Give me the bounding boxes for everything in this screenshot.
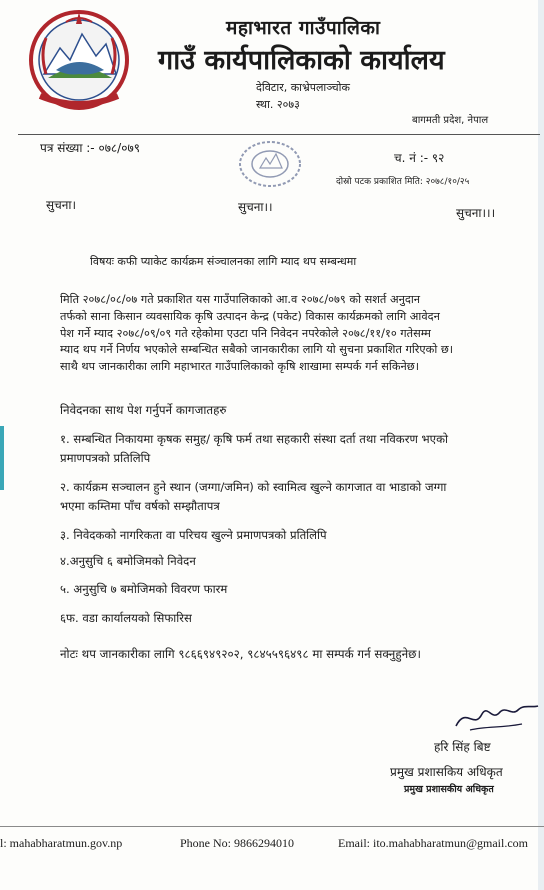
document-item (60, 609, 192, 628)
header-divider (18, 134, 540, 135)
municipality-name: महाभारत गाउँपालिका (226, 17, 381, 39)
document-item (60, 430, 448, 468)
nepal-emblem-icon (26, 4, 132, 112)
document-item-line: प्रमाणपत्रको प्रतिलिपि (60, 451, 151, 465)
signer-title: प्रमुख प्रशासकिय अधिकृत (390, 765, 503, 779)
document-item-line: ५. अनुसुचि ७ बमोजिमको विवरण फारम (60, 582, 228, 596)
signer-name: हरि सिंह बिष्ट (434, 740, 491, 754)
document-item-line: १. सम्बन्धित निकायमा कृषक समुह/ कृषि फर्म तथा सहकारी संस्था दर्ता तथा नविकरण भएको (60, 432, 448, 446)
office-seal-stamp-icon (232, 138, 308, 194)
publication-date: दोस्रो पटक प्रकाशित मिति: २०७८/१०/२५ (336, 177, 470, 187)
signer-stamp-title: प्रमुख प्रशासकीय अधिकृत (404, 784, 494, 795)
established-year: स्था. २०७३ (256, 98, 300, 111)
footer-divider (0, 826, 544, 827)
reference-number: पत्र संख्या :- ०७८/०७९ (40, 141, 140, 155)
document-item (60, 580, 227, 599)
binder-tab (0, 426, 4, 490)
notice-paragraph (60, 292, 534, 376)
document-item (60, 526, 327, 545)
province-label: बागमती प्रदेश, नेपाल (412, 115, 489, 126)
notice-heading-1: सुचना। (46, 198, 77, 212)
notice-heading-2: सुचना।। (238, 200, 273, 214)
subject-line: विषयः कफी प्याकेट कार्यक्रम संञ्चालनका लागि म्याद थप सम्बन्धमा (90, 255, 357, 268)
contact-note: नोटः थप जानकारीका लागि ९८६६९४९२०२, ९८४५५९६४९८ मा सम्पर्क गर्न सक्नुहुनेछ। (60, 647, 421, 661)
paragraph-line: साथै थप जानकारीका लागि महाभारत गाउँपालिकाको कृषि शाखामा सम्पर्क गर्न सकिनेछ। (60, 360, 420, 374)
document-item-line: ६फ. वडा कार्यालयको सिफारिस (60, 611, 192, 625)
document-item-line: ४.अनुसुचि ६ बमोजिमको निवेदन (60, 554, 196, 568)
notice-heading-3: सुचना।।। (456, 206, 496, 220)
document-item-line: २. कार्यक्रम सञ्चालन हुने स्थान (जग्गा/जमिन) को स्वामित्व खुल्ने कागजात वा भाडाको जग्गा (60, 480, 447, 494)
document-item-line: ३. निवेदकको नागरिकता वा परिचय खुल्ने प्रमाणपत्रको प्रतिलिपि (60, 528, 327, 542)
paragraph-line: मिति २०७८/०८/०७ गते प्रकाशित यस गाउँपालिकाको आ.व २०७८/०७९ को सशर्त अनुदान (60, 293, 421, 306)
footer-website: l: mahabharatmun.gov.np (0, 836, 123, 850)
handwritten-signature (452, 696, 542, 736)
dispatch-number: च. नं :- ९२ (394, 151, 445, 165)
paragraph-line: पेश गर्ने म्याद २०७८/०९/०९ गते रहेकोमा एउटा पनि निवेदन नपरेकोले २०७८/११/१० गतेसम्म (60, 326, 431, 340)
paragraph-line: तर्फको साना किसान व्यवसायिक कृषि उत्पादन केन्द्र (पकेट) विकास कार्यक्रमको लागि आवेदन (60, 309, 440, 323)
document-item (60, 552, 196, 571)
office-address: देविटार, काभ्रेपलाञ्चोक (256, 81, 350, 94)
footer-phone: Phone No: 9866294010 (180, 836, 294, 850)
office-title: गाउँ कार्यपालिकाको कार्यालय (158, 45, 445, 76)
document-item (60, 478, 446, 516)
footer-email: Email: ito.mahabharatmun@gmail.com (338, 836, 529, 850)
paragraph-line: म्याद थप गर्ने निर्णय भएकोले सम्बन्धित सबैको जानकारीका लागि यो सुचना प्रकाशित गरिएको छ। (60, 343, 454, 357)
documents-heading: निवेदनका साथ पेश गर्नुपर्ने कागजातहरु (60, 403, 227, 417)
document-item-line: भएमा कम्तिमा पाँच वर्षको सम्झौतापत्र (60, 499, 220, 513)
